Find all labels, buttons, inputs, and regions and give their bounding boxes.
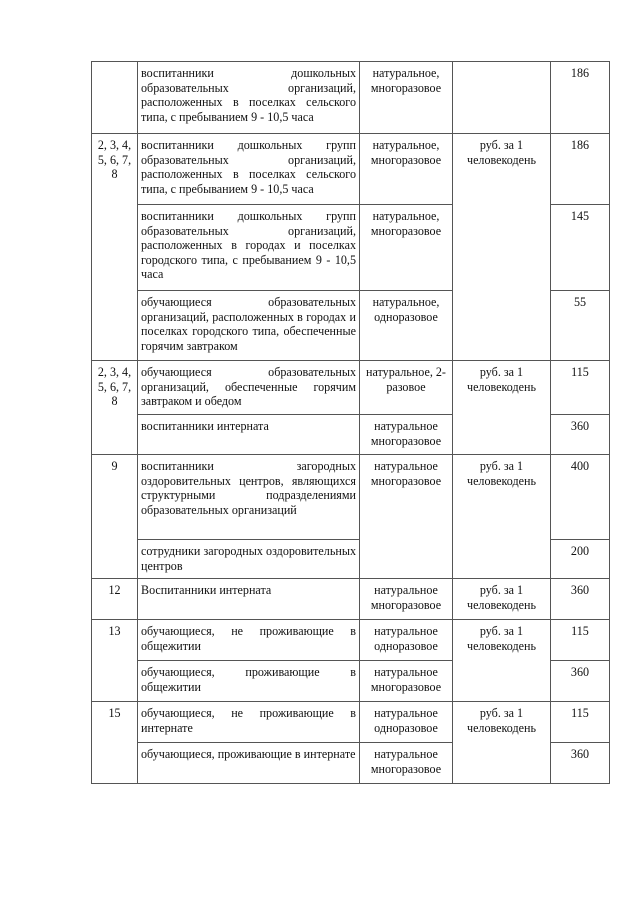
value-cell: 360 xyxy=(551,661,610,702)
table-row xyxy=(92,361,610,415)
group-number-cell xyxy=(92,62,138,134)
value-cell: 145 xyxy=(551,205,610,291)
category-cell: воспитанники дошкольных образовательных организаций, расположенных в поселках сельского типа, с пребыванием 9 - 10,5 часа xyxy=(138,62,360,134)
meal-type-cell: натуральное одноразовое xyxy=(360,702,453,743)
value-cell: 115 xyxy=(551,620,610,661)
table-row xyxy=(92,702,610,743)
value-cell: 400 xyxy=(551,455,610,540)
meal-type-cell: натуральное, одноразовое xyxy=(360,291,453,361)
group-number-cell: 9 xyxy=(92,455,138,579)
meal-type-cell: натуральное многоразовое xyxy=(360,415,453,455)
group-number-cell: 2, 3, 4, 5, 6, 7, 8 xyxy=(92,361,138,455)
meal-type-cell: натуральное многоразовое xyxy=(360,661,453,702)
category-cell: Воспитанники интерната xyxy=(138,579,360,620)
category-cell: обучающиеся, не проживающие в общежитии xyxy=(138,620,360,661)
category-cell: обучающиеся, проживающие в общежитии xyxy=(138,661,360,702)
group-number-cell: 2, 3, 4, 5, 6, 7, 8 xyxy=(92,134,138,361)
group-number-cell: 12 xyxy=(92,579,138,620)
group-number-cell: 13 xyxy=(92,620,138,702)
table-row xyxy=(92,579,610,620)
value-cell: 186 xyxy=(551,134,610,205)
category-cell: сотрудники загородных оздоровительных центров xyxy=(138,540,360,579)
table-row xyxy=(92,455,610,540)
meal-type-cell: натуральное, многоразовое xyxy=(360,205,453,291)
meal-type-cell: натуральное, многоразовое xyxy=(360,134,453,205)
meal-type-cell: натуральное, многоразовое xyxy=(360,62,453,134)
unit-cell: руб. за 1 человекодень xyxy=(453,702,551,784)
value-cell: 200 xyxy=(551,540,610,579)
category-cell: воспитанники интерната xyxy=(138,415,360,455)
value-cell: 360 xyxy=(551,743,610,784)
tariff-table xyxy=(91,61,610,784)
unit-cell: руб. за 1 человекодень xyxy=(453,455,551,579)
value-cell: 360 xyxy=(551,415,610,455)
table-row xyxy=(92,134,610,205)
meal-type-cell: натуральное многоразовое xyxy=(360,579,453,620)
value-cell: 55 xyxy=(551,291,610,361)
category-cell: обучающиеся образовательных организаций, расположенных в городах и поселках городского типа, обеспеченные горячим завтраком xyxy=(138,291,360,361)
value-cell: 115 xyxy=(551,361,610,415)
category-cell: воспитанники дошкольных групп образовательных организаций, расположенных в городах и поселках городского типа, с пребыванием 9 - 10,5 часа xyxy=(138,205,360,291)
meal-type-cell: натуральное, 2-разовое xyxy=(360,361,453,415)
unit-cell: руб. за 1 человекодень xyxy=(453,361,551,455)
table-row xyxy=(92,62,610,134)
meal-type-cell: натуральное одноразовое xyxy=(360,620,453,661)
category-cell: обучающиеся, проживающие в интернате xyxy=(138,743,360,784)
value-cell: 360 xyxy=(551,579,610,620)
unit-cell: руб. за 1 человекодень xyxy=(453,579,551,620)
category-cell: обучающиеся образовательных организаций, обеспеченные горячим завтраком и обедом xyxy=(138,361,360,415)
category-cell: воспитанники загородных оздоровительных центров, являющихся структурными подразделениями образовательных организаций xyxy=(138,455,360,540)
meal-type-cell: натуральное многоразовое xyxy=(360,743,453,784)
unit-cell: руб. за 1 человекодень xyxy=(453,134,551,361)
category-cell: воспитанники дошкольных групп образовательных организаций, расположенных в поселках сельского типа, с пребыванием 9 - 10,5 часа xyxy=(138,134,360,205)
value-cell: 115 xyxy=(551,702,610,743)
meal-type-cell: натуральное многоразовое xyxy=(360,455,453,579)
unit-cell xyxy=(453,62,551,134)
category-cell: обучающиеся, не проживающие в интернате xyxy=(138,702,360,743)
value-cell: 186 xyxy=(551,62,610,134)
group-number-cell: 15 xyxy=(92,702,138,784)
unit-cell: руб. за 1 человекодень xyxy=(453,620,551,702)
table-row xyxy=(92,620,610,661)
